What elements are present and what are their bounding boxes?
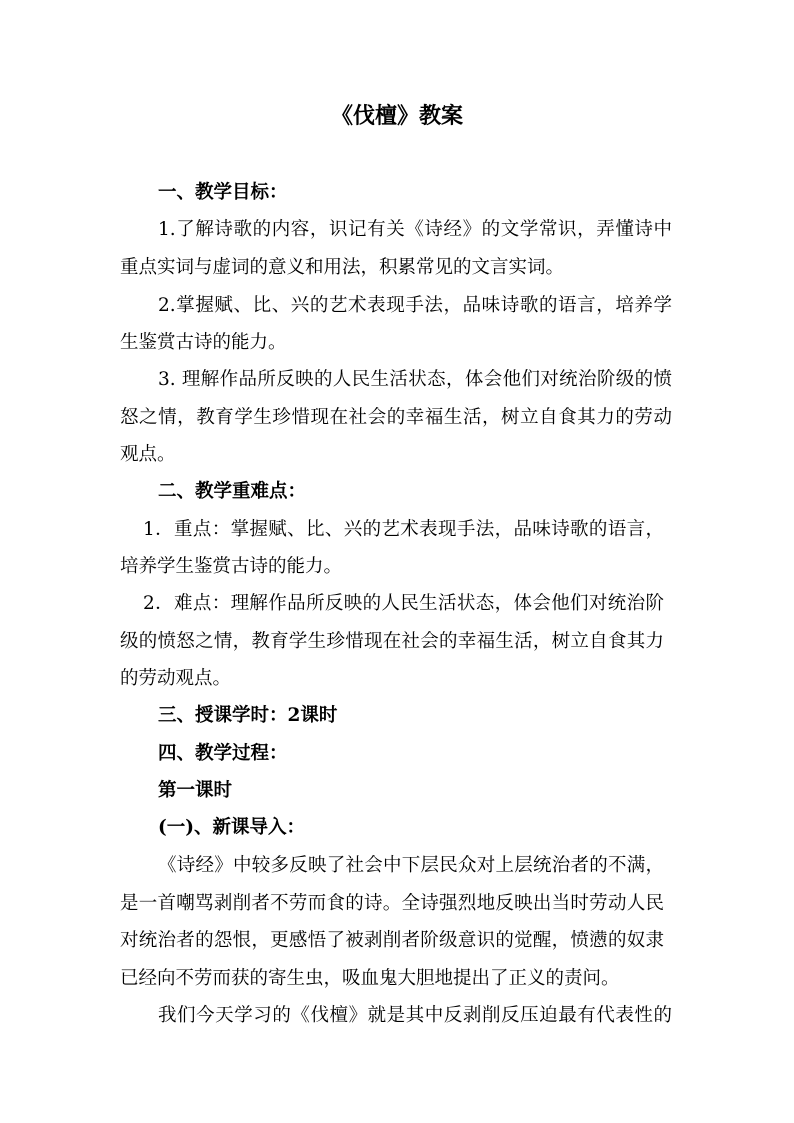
page-title: 《伐檀》教案 [330,103,463,129]
section-heading-class-hours: 三、授课学时：2课时 [158,705,338,726]
key-point-1-line-2: 培养学生鉴赏古诗的能力。 [120,556,343,577]
objective-3-line-1: 3. 理解作品所反映的人民生活状态，体会他们对统治阶级的愤 [158,369,672,390]
lesson-heading: 第一课时 [158,780,233,801]
objective-2-line-1: 2.掌握赋、比、兴的艺术表现手法，品味诗歌的语言，培养学 [158,295,672,316]
objective-3-line-2: 怒之情，教育学生珍惜现在社会的幸福生活，树立自食其力的劳动 [120,407,672,428]
objective-1-line-2: 重点实词与虚词的意义和用法，积累常见的文言实词。 [120,257,565,278]
subsection-heading-introduction: (一)、新课导入： [158,817,306,838]
objective-1-line-1: 1.了解诗歌的内容，识记有关《诗经》的文学常识，弄懂诗中 [158,219,672,240]
key-point-1-line-1: 1．重点：掌握赋、比、兴的艺术表现手法，品味诗歌的语言， [143,519,664,540]
difficulty-line-3: 的劳动观点。 [120,668,232,689]
difficulty-line-2: 级的愤怒之情，教育学生珍惜现在社会的幸福生活，树立自食其力 [120,631,664,652]
objective-3-line-3: 观点。 [120,444,176,465]
difficulty-line-1: 2．难点：理解作品所反映的人民生活状态，体会他们对统治阶 [143,593,664,614]
intro-paragraph-line-3: 对统治者的怨恨，更感悟了被剥削者阶级意识的觉醒，愤懑的奴隶 [120,930,664,951]
section-heading-objectives: 一、教学目标： [158,182,288,203]
lesson-paragraph-line-1: 我们今天学习的《伐檀》就是其中反剥削反压迫最有代表性的 [158,1005,672,1026]
section-heading-key-points: 二、教学重难点： [158,481,307,502]
objective-2-line-2: 生鉴赏古诗的能力。 [120,332,287,353]
intro-paragraph-line-1: 《诗经》中较多反映了社会中下层民众对上层统治者的不满， [158,855,664,876]
section-heading-teaching-process: 四、教学过程： [158,743,288,764]
intro-paragraph-line-4: 已经向不劳而获的寄生虫，吸血鬼大胆地提出了正义的责问。 [120,968,620,989]
intro-paragraph-line-2: 是一首嘲骂剥削者不劳而食的诗。全诗强烈地反映出当时劳动人民 [120,893,664,914]
